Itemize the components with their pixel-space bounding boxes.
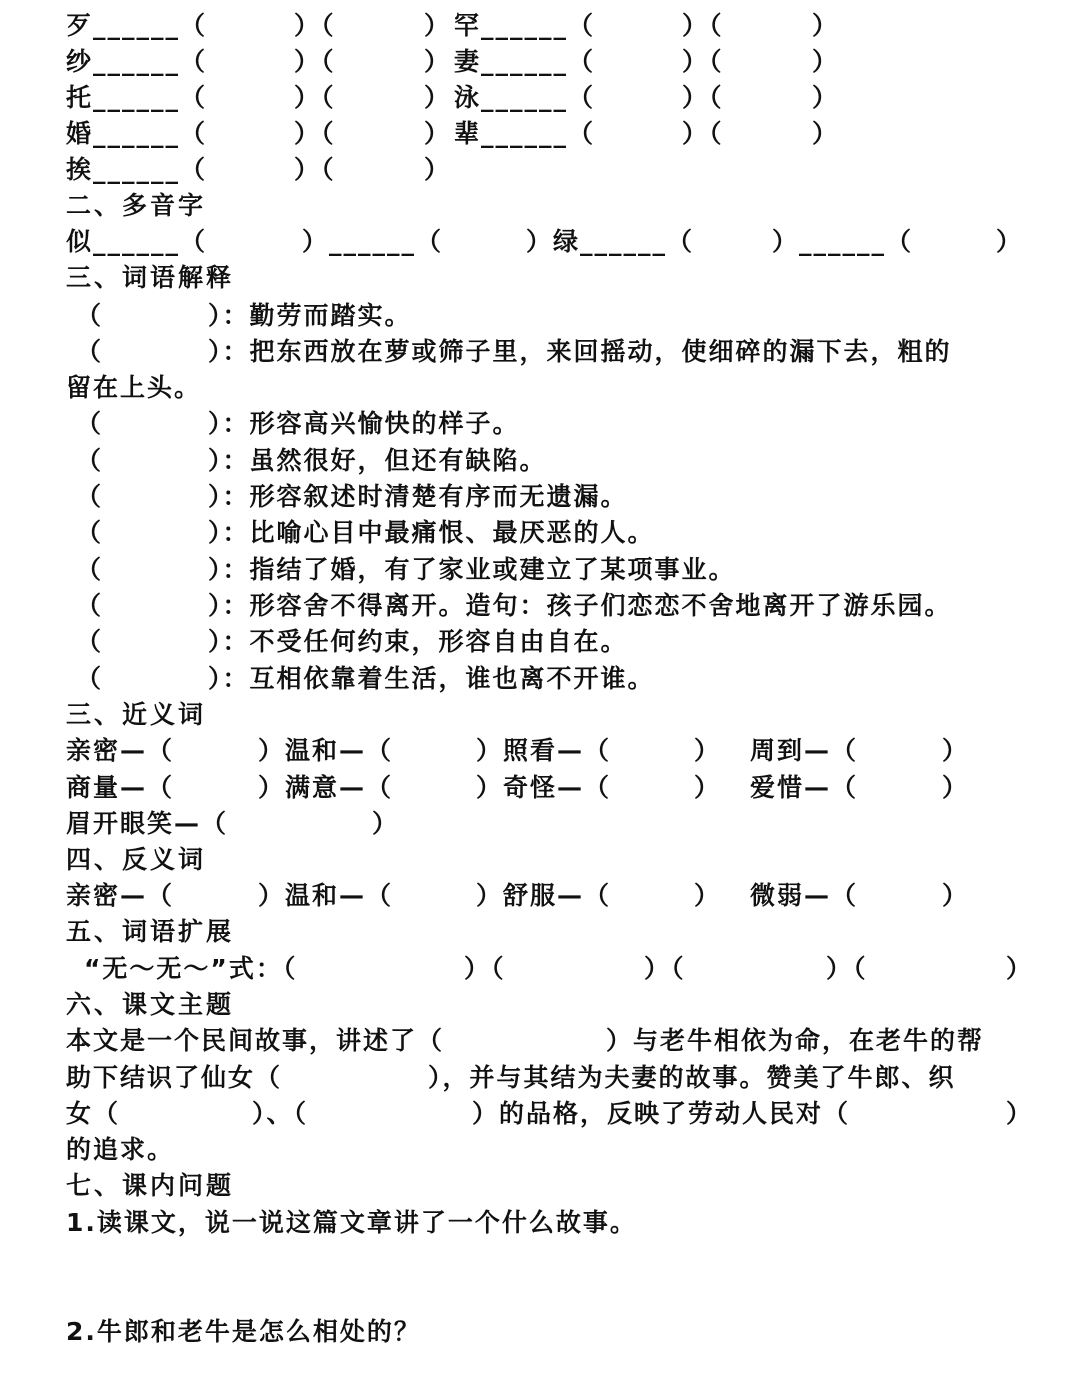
definition-row: （ ）：虽然很好，但还有缺陷。: [76, 446, 547, 475]
antonym-row: 亲密—（ ）温和—（ ）舒服—（ ） 微弱—（ ）: [66, 881, 970, 910]
definition-row: （ ）：勤劳而踏实。: [76, 301, 412, 330]
theme-paragraph-line: 本文是一个民间故事，讲述了（ ）与老牛相依为命，在老牛的帮: [66, 1026, 985, 1055]
polyphone-row: 似______（ ）______（ ）绿______（ ）______（ ）: [66, 227, 1024, 256]
definition-row: （ ）：形容叙述时清楚有序而无遗漏。: [76, 482, 628, 511]
synonym-row: 商量—（ ）满意—（ ）奇怪—（ ） 爱惜—（ ）: [66, 773, 970, 802]
definition-row: （ ）：把东西放在萝或筛子里，来回摇动，使细碎的漏下去，粗的: [76, 337, 952, 366]
pinyin-row: 托______（ ）（ ） 泳______（ ）（ ）: [66, 83, 840, 112]
question-2: 2.牛郎和老牛是怎么相处的？: [66, 1317, 421, 1346]
definition-continuation: 留在上头。: [66, 373, 202, 402]
section-heading: 三、词语解释: [66, 263, 235, 292]
synonym-row: 亲密—（ ）温和—（ ）照看—（ ） 周到—（ ）: [66, 736, 970, 765]
synonym-row: 眉开眼笑—（ ）: [66, 809, 400, 838]
pinyin-row: 纱______（ ）（ ） 妻______（ ）（ ）: [66, 47, 840, 76]
definition-row: （ ）：不受任何约束，形容自由自在。: [76, 627, 628, 656]
definition-row: （ ）：互相依靠着生活，谁也离不开谁。: [76, 664, 655, 693]
section-heading: 五、词语扩展: [66, 917, 235, 946]
definition-row: （ ）：形容舍不得离开。造句：孩子们恋恋不舍地离开了游乐园。: [76, 591, 952, 620]
pinyin-row: 婚______（ ）（ ） 辈______（ ）（ ）: [66, 119, 840, 148]
section-heading: 六、课文主题: [66, 990, 235, 1019]
section-heading: 四、反义词: [66, 845, 207, 874]
definition-row: （ ）：指结了婚，有了家业或建立了某项事业。: [76, 555, 736, 584]
pinyin-row: 歹______（ ）（ ） 罕______（ ）（ ）: [66, 11, 840, 40]
theme-paragraph-line: 助下结识了仙女（ ），并与其结为夫妻的故事。赞美了牛郎、织: [66, 1063, 956, 1092]
theme-paragraph-line: 女（ ）、（ ）的品格，反映了劳动人民对（ ）: [66, 1099, 1034, 1128]
question-1: 1.读课文，说一说这篇文章讲了一个什么故事。: [66, 1208, 637, 1237]
definition-row: （ ）：比喻心目中最痛恨、最厌恶的人。: [76, 518, 655, 547]
section-heading: 二、多音字: [66, 191, 207, 220]
theme-paragraph-line: 的追求。: [66, 1135, 175, 1164]
section-heading: 三、近义词: [66, 700, 207, 729]
expansion-row: “无～无～”式：（ ）（ ）（ ）（ ）: [84, 954, 1034, 983]
definition-row: （ ）：形容高兴愉快的样子。: [76, 409, 520, 438]
section-heading: 七、课内问题: [66, 1171, 235, 1200]
pinyin-row: 挨______（ ）（ ）: [66, 155, 452, 184]
